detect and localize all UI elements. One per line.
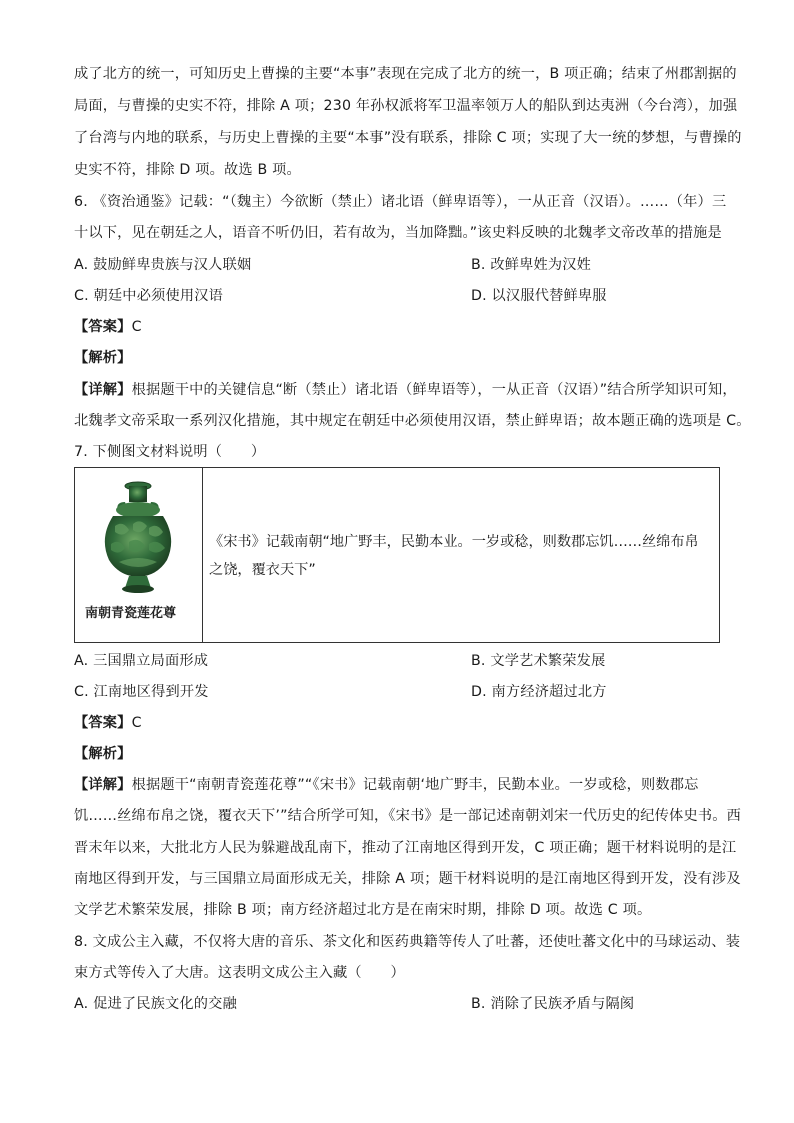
question-7-stem: 7. 下侧图文材料说明（ ） bbox=[74, 444, 266, 460]
analysis-label: 【解析】 bbox=[74, 746, 132, 762]
answer-label: 【答案】 bbox=[74, 715, 132, 731]
figure-text: 《宋书》记载南朝“地广野丰，民勤本业。一岁或稔，则数郡忘饥……丝绵布帛之饶，覆衣天下” bbox=[209, 534, 699, 578]
paragraph-line: 了台湾与内地的联系，与历史上曹操的主要“本事”没有联系，排除 C 项；实现了大一统的梦想，与曹操的 bbox=[74, 130, 742, 146]
question-6-stem: 十以下，见在朝廷之人，语音不听仍旧，若有故为，当加降黜。”该史料反映的北魏孝文帝改革的措施是 bbox=[74, 225, 722, 241]
analysis-label: 【解析】 bbox=[74, 350, 132, 366]
detail-line: 南地区得到开发，与三国鼎立局面形成无关，排除 A 项；题干材料说明的是江南地区得到开发，没有涉及 bbox=[74, 871, 741, 887]
option-b[interactable]: B. 文学艺术繁荣发展 bbox=[471, 653, 606, 669]
option-d[interactable]: D. 以汉服代替鲜卑服 bbox=[471, 288, 607, 304]
lotus-vase-image bbox=[85, 480, 191, 602]
answer-label: 【答案】 bbox=[74, 319, 132, 335]
question-7-figure-table bbox=[74, 467, 720, 643]
option-d[interactable]: D. 南方经济超过北方 bbox=[471, 684, 607, 700]
option-a[interactable]: A. 促进了民族文化的交融 bbox=[74, 996, 237, 1012]
detail-label: 【详解】 bbox=[74, 382, 132, 398]
detail-label: 【详解】 bbox=[74, 777, 132, 793]
detail-line: 【详解】根据题干“南朝青瓷莲花尊”“《宋书》记载南朝‘地广野丰，民勤本业。一岁或稔，则数郡忘 bbox=[74, 777, 699, 793]
vase-image-cell bbox=[75, 468, 202, 642]
option-a[interactable]: A. 三国鼎立局面形成 bbox=[74, 653, 209, 669]
detail-line: 北魏孝文帝采取一系列汉化措施，其中规定在朝廷中必须使用汉语，禁止鲜卑语；故本题正确的选项是 C。 bbox=[74, 413, 751, 429]
paragraph-line: 史实不符，排除 D 项。故选 B 项。 bbox=[74, 162, 301, 178]
question-8-options-row-1 bbox=[74, 994, 635, 1014]
option-a[interactable]: A. 鼓励鲜卑贵族与汉人联姻 bbox=[74, 257, 252, 273]
detail-line: 【详解】根据题干中的关键信息“断（禁止）诸北语（鲜卑语等），一从正音（汉语）”结合所学知识可知， bbox=[74, 382, 737, 398]
question-8-stem: 束方式等传入了大唐。这表明文成公主入藏（ ） bbox=[74, 965, 405, 981]
question-6-options-row-2 bbox=[74, 286, 607, 306]
answer-value: C bbox=[131, 319, 142, 335]
answer-line bbox=[74, 713, 142, 733]
detail-line: 饥……丝绵布帛之饶，覆衣天下’”结合所学可知，《宋书》是一部记述南朝刘宋一代历史的纪传体史书。西 bbox=[74, 808, 741, 824]
figure-caption: 南朝青瓷莲花尊 bbox=[85, 606, 177, 621]
paragraph-line: 局面，与曹操的史实不符，排除 A 项；230 年孙权派将军卫温率领万人的船队到达夷洲（今台湾），加强 bbox=[74, 98, 738, 114]
question-6-options-row-1 bbox=[74, 255, 592, 275]
option-c[interactable]: C. 江南地区得到开发 bbox=[74, 684, 209, 700]
option-c[interactable]: C. 朝廷中必须使用汉语 bbox=[74, 288, 224, 304]
question-6-stem: 6. 《资治通鉴》记载：“（魏主）今欲断（禁止）诸北语（鲜卑语等），一从正音（汉语）。……（年）三 bbox=[74, 194, 727, 210]
table-divider bbox=[202, 468, 203, 642]
question-7-options-row-2 bbox=[74, 682, 607, 702]
answer-value: C bbox=[131, 715, 142, 731]
question-7-options-row-1 bbox=[74, 651, 606, 671]
paragraph-line: 成了北方的统一，可知历史上曹操的主要“本事”表现在完成了北方的统一，B 项正确；结束了州郡割据的 bbox=[74, 66, 737, 82]
question-8-stem: 8. 文成公主入藏，不仅将大唐的音乐、茶文化和医药典籍等传人了吐蕃，还使吐蕃文化中的马球运动、装 bbox=[74, 934, 741, 950]
option-b[interactable]: B. 消除了民族矛盾与隔阂 bbox=[471, 996, 635, 1012]
answer-line bbox=[74, 317, 142, 337]
option-b[interactable]: B. 改鲜卑姓为汉姓 bbox=[471, 257, 592, 273]
detail-line: 晋末年以来，大批北方人民为躲避战乱南下，推动了江南地区得到开发，C 项正确；题干材料说明的是江 bbox=[74, 840, 737, 856]
detail-line: 文学艺术繁荣发展，排除 B 项；南方经济超过北方是在南宋时期，排除 D 项。故选 C 项。 bbox=[74, 902, 652, 918]
